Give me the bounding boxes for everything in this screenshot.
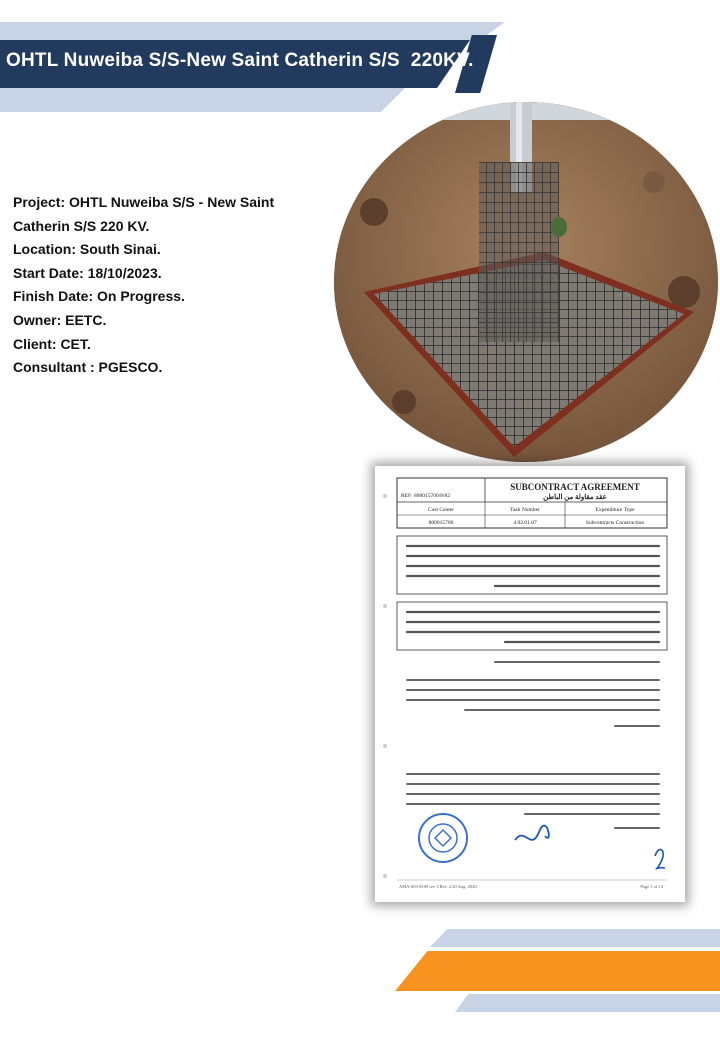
consultant-line: Consultant : PGESCO. xyxy=(13,359,163,376)
doc-page: Page 1 of 14 xyxy=(640,884,663,889)
start-date-line: Start Date: 18/10/2023. xyxy=(13,264,162,281)
site-photo xyxy=(334,102,718,462)
doc-col2: Task Number xyxy=(510,507,540,513)
contract-document-graphic xyxy=(375,466,685,902)
page-title: OHTL Nuweiba S/S-New Saint Catherin S/S 220KV. xyxy=(6,50,474,71)
contract-scan xyxy=(375,466,685,902)
doc-heading-ar: عقد مقاولة من الباطن xyxy=(543,493,607,501)
doc-val2: 4.02.01.07 xyxy=(513,520,537,526)
client-line: Client: CET. xyxy=(13,335,91,352)
decor-band-top-lower xyxy=(0,88,405,112)
owner-line: Owner: EETC. xyxy=(13,311,107,328)
doc-val1: 800015700 xyxy=(428,520,454,526)
doc-ref: REF: 800015700/8/82 xyxy=(401,493,451,499)
doc-val3: Subcontracts Construction xyxy=(585,520,645,526)
decor-band-orange xyxy=(395,951,720,991)
project-line-cont: Catherin S/S 220 KV. xyxy=(13,217,150,234)
foundation-photo-graphic xyxy=(334,102,718,462)
finish-date-line: Finish Date: On Progress. xyxy=(13,288,185,305)
doc-heading: SUBCONTRACT AGREEMENT xyxy=(510,482,640,492)
decor-band-bottom xyxy=(430,929,720,947)
project-info xyxy=(13,191,303,380)
doc-col1: Cost Center xyxy=(427,507,455,513)
doc-col3: Expenditure Type xyxy=(595,507,635,513)
doc-footer: AMA-003-8109 rev 3 Rev. 2.20 Aug. 2020 xyxy=(399,884,477,889)
project-line: Project: OHTL Nuweiba S/S - New Saint xyxy=(13,194,275,210)
decor-band-bottom-lower xyxy=(455,994,720,1012)
location-line: Location: South Sinai. xyxy=(13,241,161,258)
decor-band-top xyxy=(0,22,505,40)
